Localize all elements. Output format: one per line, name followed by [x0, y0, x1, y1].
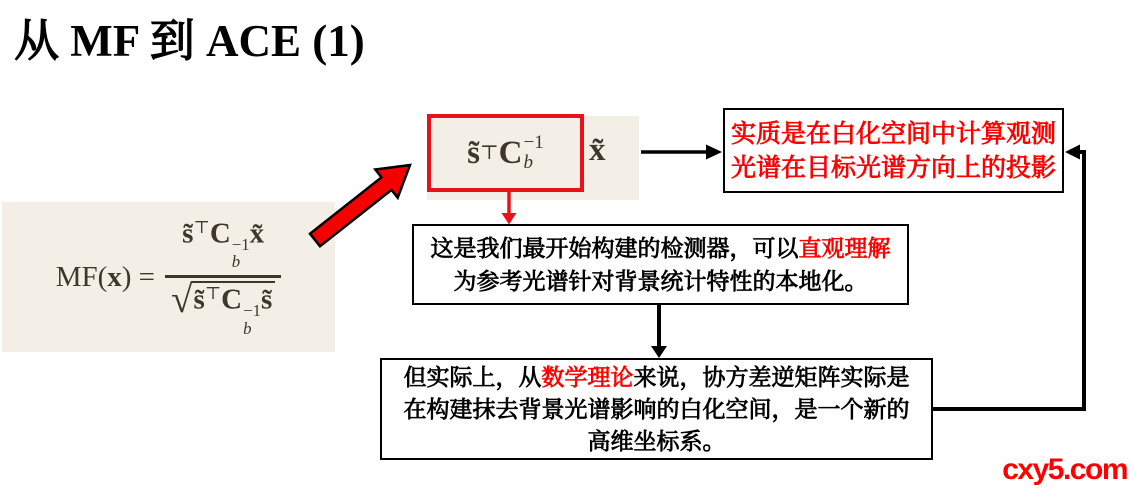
highlight-intuitive: 直观理解	[798, 234, 891, 261]
whitening-line-1: 实质是在白化空间中计算观测	[730, 119, 1056, 148]
intuitive-line-2: 为参考光谱针对背景统计特性的本地化。	[453, 267, 868, 294]
watermark: cxy5.com	[1002, 453, 1127, 486]
arrow-intuitive-to-theory-icon	[651, 305, 667, 358]
slide-title: 从 MF 到 ACE (1)	[14, 16, 365, 66]
theory-line-1: 但实际上，从数学理论来说，协方差逆矩阵实际是	[403, 364, 910, 390]
whitening-interpretation-box	[723, 108, 1064, 193]
arrow-formula-to-whitening-icon	[641, 145, 722, 160]
mf-formula-lhs: MF(x) =	[55, 260, 156, 293]
highlight-math-theory: 数学理论	[541, 364, 634, 390]
intuitive-line-1: 这是我们最开始构建的检测器，可以直观理解	[430, 234, 891, 261]
whitening-line-2: 光谱在目标光谱方向上的投影	[730, 153, 1056, 182]
mf-numerator: s̃⊤C −1 b x̃	[182, 216, 265, 272]
red-highlight-frame: s̃ ⊤ C −1 b	[427, 114, 584, 192]
mf-fraction	[165, 217, 281, 338]
radical-sign: √	[171, 278, 193, 321]
math-theory-box	[380, 358, 933, 460]
mf-formula-panel	[2, 202, 335, 352]
mf-denominator: √ s̃⊤C −1 b s̃	[165, 275, 281, 337]
x-tilde-term: x̃	[589, 132, 606, 168]
theory-line-3: 高维坐标系。	[587, 428, 726, 454]
numerator-formula-panel	[427, 116, 639, 200]
intuitive-explanation-box	[412, 224, 909, 305]
theory-line-2: 在构建抹去背景光谱影响的白化空间，是一个新的	[403, 396, 910, 422]
